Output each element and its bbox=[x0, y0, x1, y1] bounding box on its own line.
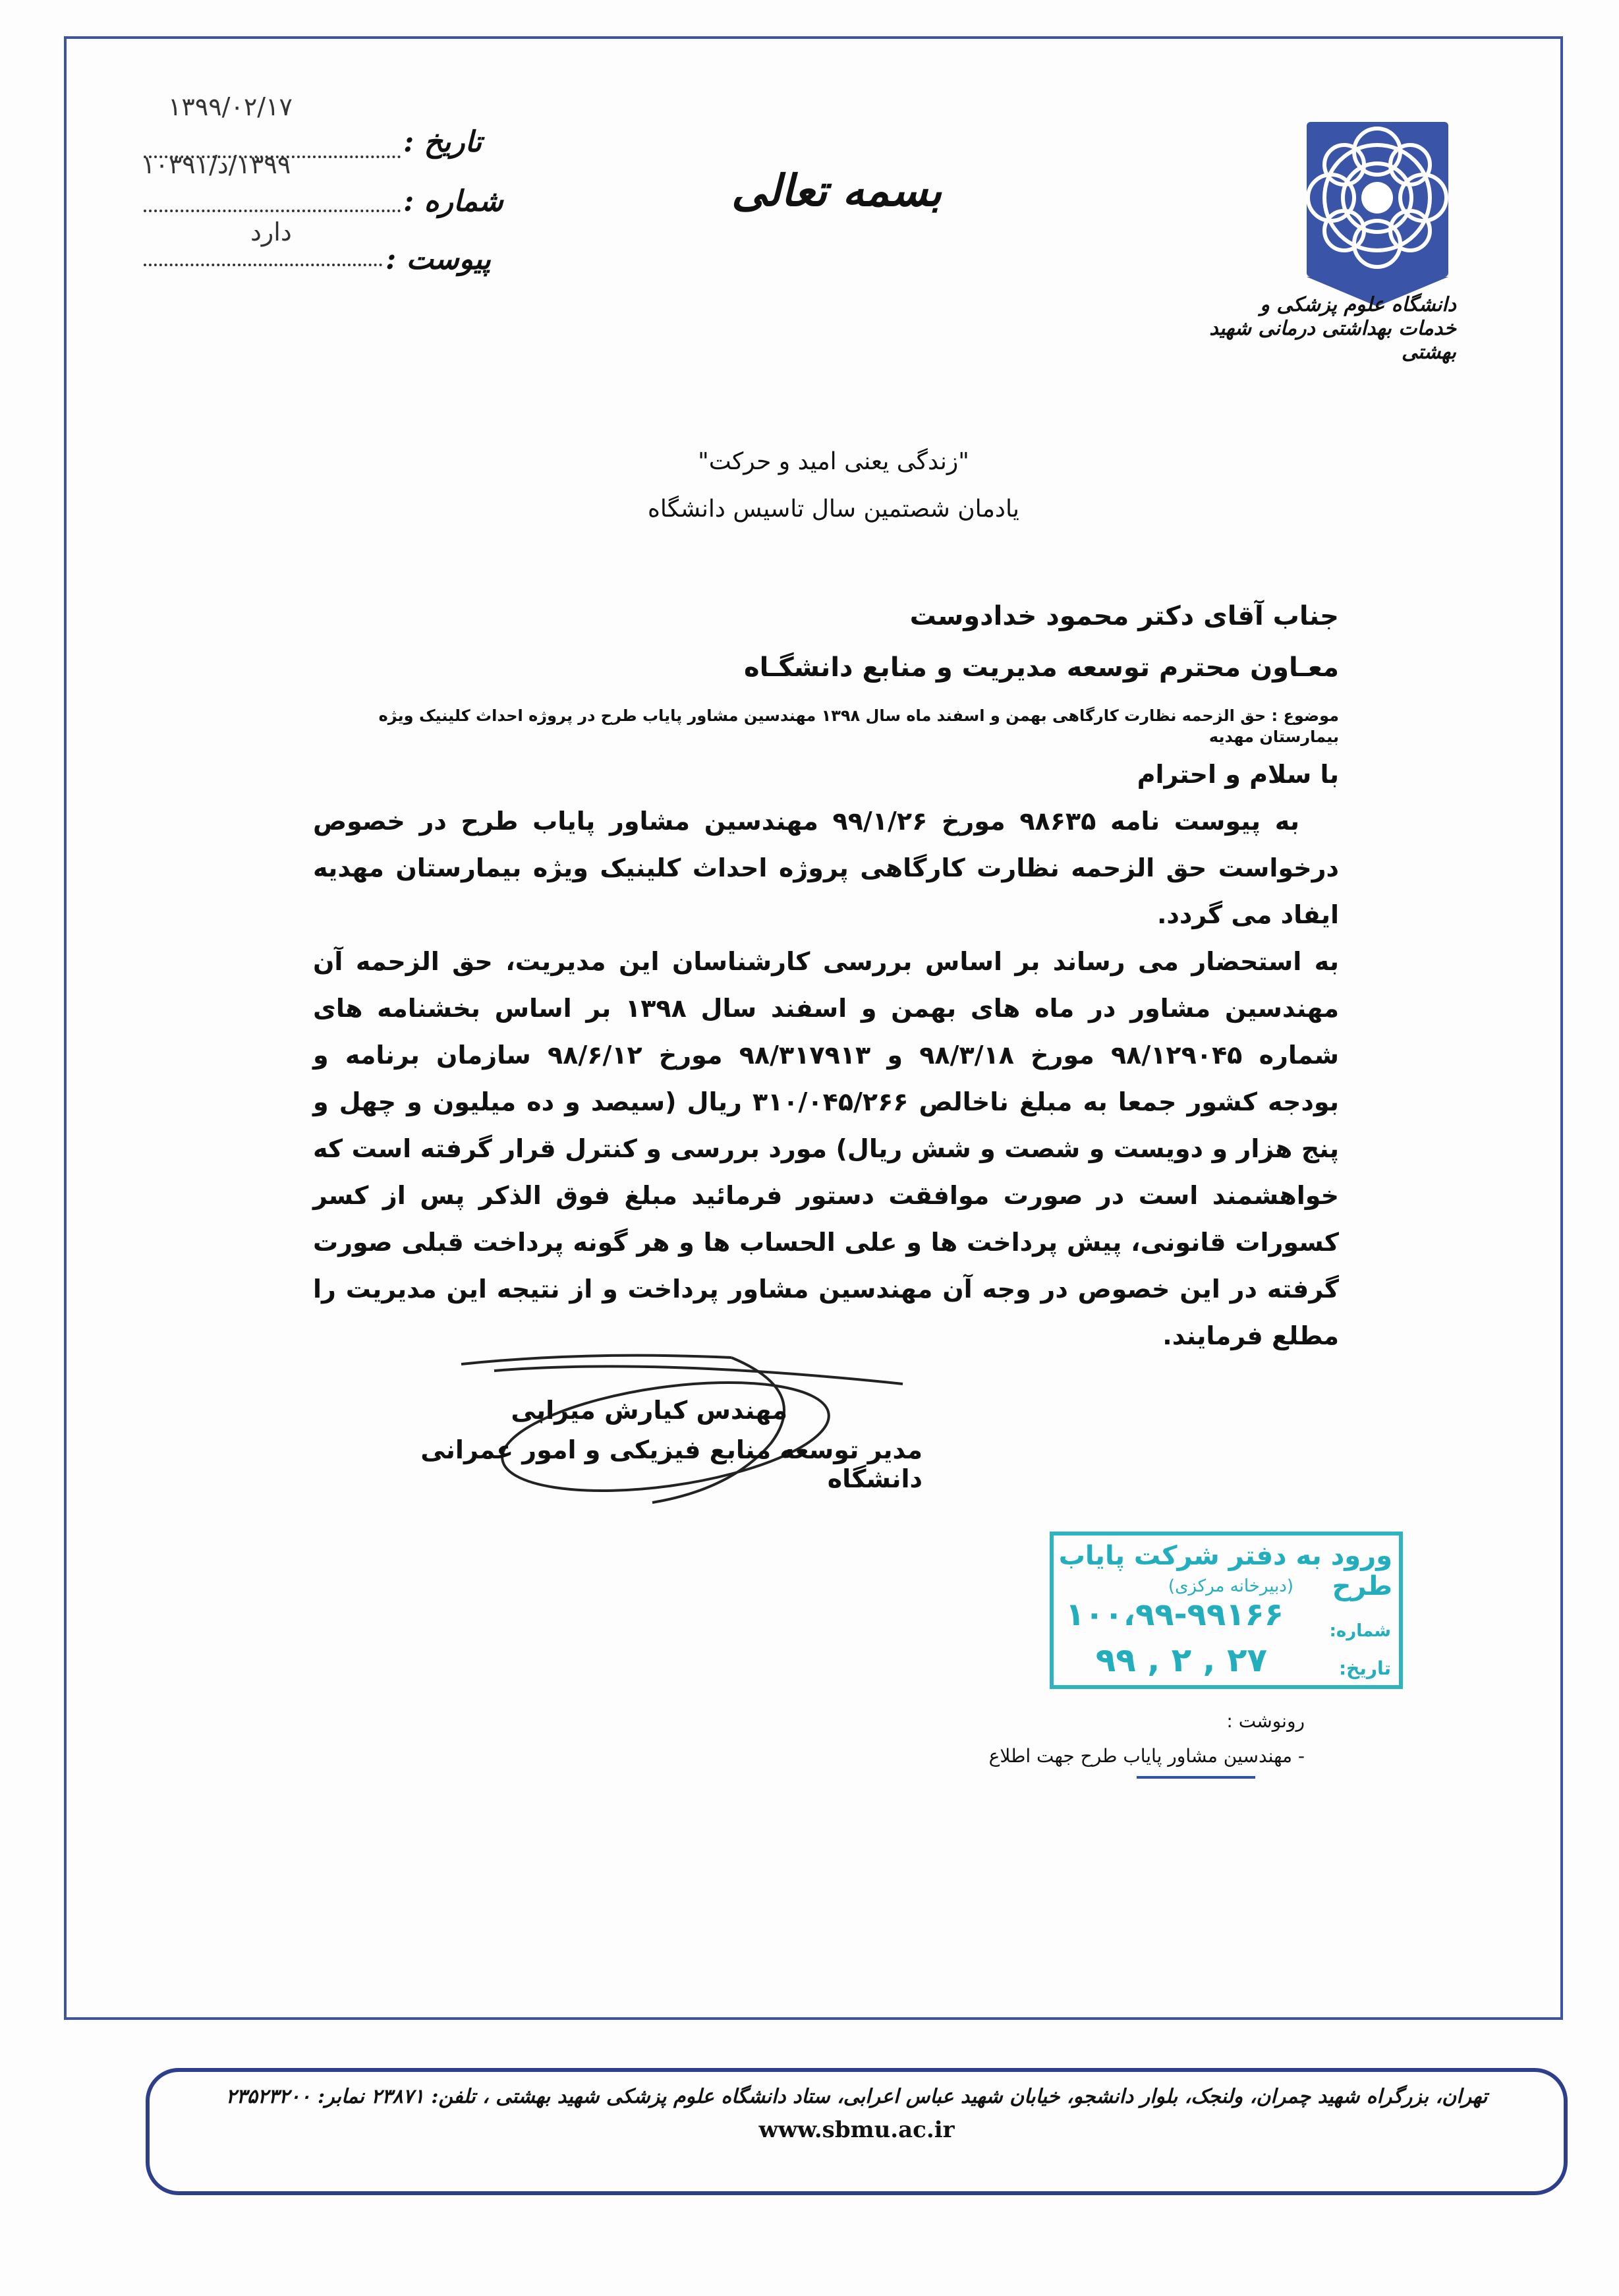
date-value: ۱۳۹۹/۰۲/۱۷ bbox=[168, 92, 293, 121]
attachment-value: دارد bbox=[250, 217, 292, 246]
attachment-label: پیوست : bbox=[385, 243, 491, 276]
stamp-number-label: شماره: bbox=[1329, 1621, 1391, 1641]
stamp-date-label: تاریخ: bbox=[1338, 1657, 1391, 1679]
addressee-name: جناب آقای دکتر محمود خدادوست bbox=[909, 601, 1339, 631]
signatory-name: مهندس کیارش میرابی bbox=[511, 1396, 787, 1425]
stamp-number-value: ۱۰۰،۹۹-۹۹۱۶۶ bbox=[1065, 1596, 1284, 1633]
signatory-position: مدیر توسعه منابع فیزیکی و امور عمرانی دانشگاه bbox=[420, 1435, 923, 1493]
greeting: با سلام و احترام bbox=[1137, 760, 1339, 789]
letter-body bbox=[313, 751, 1339, 1360]
date-label: تاریخ : bbox=[403, 125, 482, 159]
footer-box bbox=[146, 2068, 1568, 2195]
body-paragraph-2: به استحضار می رساند بر اساس بررسی کارشناسان این مدیریت، حق الزحمه آن مهندسین مشاور در ماه های بهمن و اسفند سال ۱۳۹۸ بر اساس بخشنامه های شماره ۹۸/۱۲۹۰۴۵ مورخ ۹۸/۳/۱۸ و ۹۸/۳۱۷۹۱۳ مورخ ۹۸/۶/۱۲ سازمان برنامه و بودجه کشور جمعا به مبلغ ناخالص ۳۱۰/۰۴۵/۲۶۶ ریال (سیصد و ده میلیون و چهل و پنج هزار و دویست و شصت و شش ریال) مورد بررسی و کنترل قرار گرفته است که خواهشمند است در صورت موافقت دستور فرمائید مبلغ فوق الذکر پس از کسر کسورات قانونی، پیش پرداخت ها و علی الحساب ها و هر گونه پرداخت قبلی صورت گرفته در این خصوص در وجه آن مهندسین مشاور پرداخت و از نتیجه این مدیریت را مطلع فرمایند. bbox=[313, 947, 1339, 1350]
handwritten-signature bbox=[455, 1338, 916, 1522]
number-line bbox=[144, 210, 401, 212]
invocation-heading: بسمه تعالی bbox=[731, 165, 942, 216]
letter-number-value: ۱۳۹۹/د/۱۰۳۹۱ bbox=[142, 150, 291, 179]
footer-website-link[interactable]: www.sbmu.ac.ir bbox=[758, 2117, 955, 2143]
cc-label: رونوشت : bbox=[1226, 1710, 1305, 1732]
addressee-title: معـاون محترم توسعه مدیریت و منابع دانشگـاه bbox=[744, 652, 1339, 683]
stamp-date-value: ۹۹ , ۲ , ۲۷ bbox=[1095, 1641, 1267, 1679]
cc-item: - مهندسین مشاور پایاب طرح جهت اطلاع bbox=[988, 1745, 1305, 1767]
stamp-title: ورود به دفتر شرکت پایاب طرح bbox=[1058, 1541, 1392, 1601]
motto-line-1: "زندگی یعنی امید و حرکت" bbox=[698, 448, 969, 475]
attachment-line bbox=[144, 264, 382, 266]
cc-underline bbox=[1137, 1776, 1255, 1779]
motto-line-2: یادمان شصتمین سال تاسیس دانشگاه bbox=[648, 496, 1019, 523]
stamp-subtitle: (دبیرخانه مرکزی) bbox=[1168, 1576, 1293, 1596]
subject-line: موضوع : حق الزحمه نظارت کارگاهی بهمن و اسفند ماه سال ۱۳۹۸ مهندسین مشاور پایاب طرح در پروژه احداث کلینیک ویژه بیمارستان مهدیه bbox=[378, 706, 1339, 746]
university-name: دانشگاه علوم پزشکی و خدمات بهداشتی درمانی شهید بهشتی bbox=[1209, 293, 1456, 364]
body-paragraph-1: به پیوست نامه ۹۸۶۳۵ مورخ ۹۹/۱/۲۶ مهندسین مشاور پایاب طرح در خصوص درخواست حق الزحمه نظارت کارگاهی پروژه احداث کلینیک ویژه بیمارستان مهدیه ایفاد می گردد. bbox=[313, 807, 1339, 929]
number-label: شماره : bbox=[403, 185, 503, 218]
receipt-stamp bbox=[1050, 1532, 1403, 1689]
university-logo bbox=[1196, 115, 1456, 362]
footer-address: تهران، بزرگراه شهید چمران، ولنجک، بلوار دانشجو، خیابان شهید عباس اعرابی، ستاد دانشگاه علوم پزشکی شهید بهشتی ، تلفن: ۲۳۸۷۱ نمابر: ۲۳۵۲۳۲۰۰ bbox=[225, 2085, 1488, 2108]
